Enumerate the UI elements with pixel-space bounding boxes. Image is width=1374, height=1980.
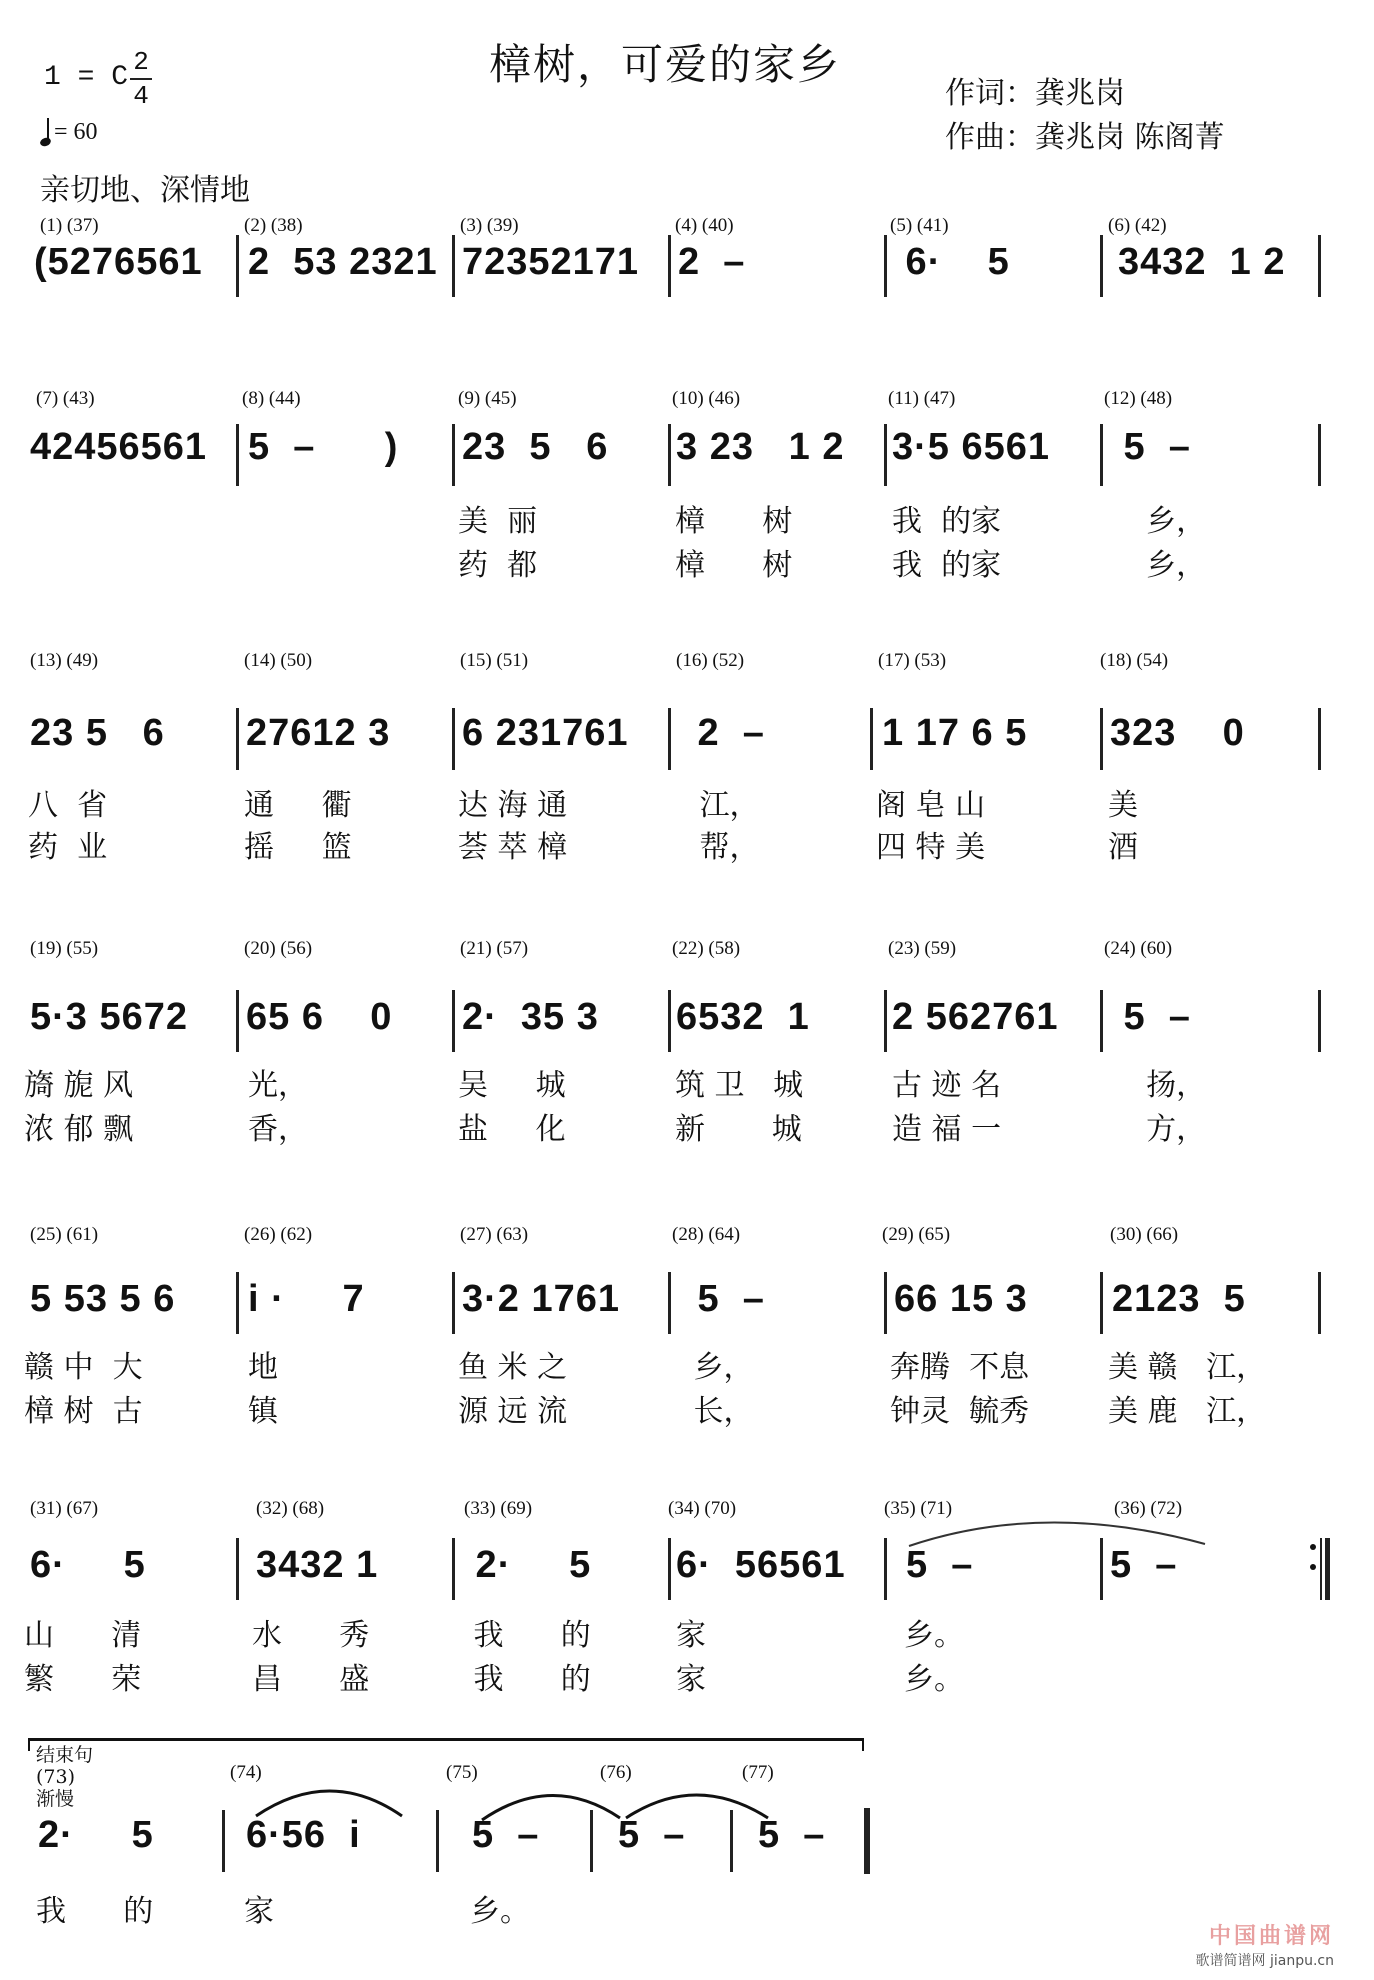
measure-number: (7) (43) bbox=[36, 388, 95, 409]
lyric-verse-1: 乡， bbox=[1108, 504, 1207, 539]
barline bbox=[590, 1810, 593, 1872]
lyric-verse-2: 昌 盛 bbox=[252, 1662, 370, 1697]
barline bbox=[884, 990, 887, 1052]
measure-number: (30) (66) bbox=[1110, 1224, 1179, 1245]
lyric-verse-1: 赣 中 大 bbox=[24, 1350, 143, 1385]
measure-number: (28) (64) bbox=[672, 1224, 741, 1245]
measure-notes: 3432 1 2 bbox=[1118, 241, 1286, 283]
tempo-marking bbox=[40, 118, 98, 146]
barline bbox=[1100, 708, 1103, 770]
lyric-verse-1: 地 bbox=[248, 1350, 278, 1385]
measure-notes: 5 – bbox=[1112, 996, 1191, 1038]
key-signature: 1 = C bbox=[44, 62, 129, 93]
barline bbox=[1100, 424, 1103, 486]
measure-number: (76) bbox=[600, 1762, 632, 1783]
measure-number: (12) (48) bbox=[1104, 388, 1173, 409]
lyric-verse-2: 樟 树 古 bbox=[24, 1394, 143, 1429]
lyric-verse-1: 乡。 bbox=[904, 1618, 964, 1653]
measure-number: (35) (71) bbox=[884, 1498, 953, 1519]
lyric-verse-2: 樟 树 bbox=[675, 548, 793, 583]
measure-number: (11) (47) bbox=[888, 388, 956, 409]
barline bbox=[884, 1272, 887, 1334]
measure-notes: 5 – bbox=[758, 1814, 826, 1856]
barline bbox=[1318, 990, 1321, 1052]
measure-notes: 2 – bbox=[686, 712, 765, 754]
measure-number: (74) bbox=[230, 1762, 262, 1783]
composer: 作曲：龚兆岗 陈阁菁 bbox=[945, 120, 1225, 155]
lyric: 我 的 bbox=[36, 1894, 154, 1929]
measure-number: (26) (62) bbox=[244, 1224, 313, 1245]
measure-number: (27) (63) bbox=[460, 1224, 529, 1245]
measure-number: (8) (44) bbox=[242, 388, 301, 409]
score-row-3 bbox=[0, 650, 1374, 870]
measure-number: (6) (42) bbox=[1108, 215, 1167, 236]
barline bbox=[1100, 990, 1103, 1052]
measure-notes: 3 23 1 2 bbox=[676, 426, 845, 468]
measure-notes: 2 53 2321 bbox=[248, 241, 438, 283]
barline bbox=[452, 235, 455, 297]
lyric-verse-2: 药 业 bbox=[28, 830, 108, 865]
measure-number: (29) (65) bbox=[882, 1224, 951, 1245]
time-signature bbox=[130, 48, 152, 110]
barline bbox=[884, 424, 887, 486]
measure-number: (73) bbox=[36, 1766, 76, 1788]
score-row-4 bbox=[0, 938, 1374, 1148]
time-numerator: 2 bbox=[133, 47, 149, 77]
lyric-verse-1: 筑 卫 城 bbox=[675, 1068, 804, 1103]
barline bbox=[884, 1538, 887, 1600]
lyric-verse-1: 扬， bbox=[1108, 1068, 1207, 1103]
measure-notes: 23 5 6 bbox=[30, 712, 165, 754]
measure-notes: 2 – bbox=[678, 241, 746, 283]
measure-notes: 5 53 5 6 bbox=[30, 1278, 176, 1320]
coda-bracket-label: 结束句 bbox=[36, 1744, 94, 1766]
lyric-verse-2: 源 远 流 bbox=[458, 1394, 568, 1429]
lyric-verse-1: 美 赣 江， bbox=[1108, 1350, 1267, 1385]
measure-notes: 1 17 6 5 bbox=[882, 712, 1028, 754]
measure-number: (9) (45) bbox=[458, 388, 517, 409]
measure-notes: 72352171 bbox=[462, 241, 640, 283]
barline bbox=[1318, 1272, 1321, 1334]
measure-number: (13) (49) bbox=[30, 650, 99, 671]
site-text: 歌谱简谱网 jianpu.cn bbox=[1195, 1953, 1334, 1969]
measure-number: (36) (72) bbox=[1114, 1498, 1183, 1519]
measure-notes: 6· 5 bbox=[30, 1544, 146, 1586]
barline bbox=[668, 1538, 671, 1600]
measure-number: (14) (50) bbox=[244, 650, 313, 671]
barline bbox=[1318, 708, 1321, 770]
measure-notes: 5 – bbox=[618, 1814, 686, 1856]
measure-number: (23) (59) bbox=[888, 938, 957, 959]
barline bbox=[730, 1810, 733, 1872]
lyric-verse-1: 鱼 米 之 bbox=[458, 1350, 568, 1385]
score-row-1 bbox=[0, 215, 1374, 315]
measure-notes: 323 0 bbox=[1110, 712, 1245, 754]
ritardando-marking: 渐慢 bbox=[36, 1788, 75, 1810]
barline bbox=[236, 235, 239, 297]
lyric-verse-2: 繁 荣 bbox=[24, 1662, 142, 1697]
barline bbox=[668, 1272, 671, 1334]
lyric-verse-2: 乡， bbox=[1108, 548, 1207, 583]
lyric-verse-1: 美 丽 bbox=[458, 504, 538, 539]
measure-notes: (5276561 bbox=[34, 241, 203, 283]
repeat-dots-icon bbox=[1310, 1544, 1316, 1570]
lyric-verse-2: 新 城 bbox=[675, 1112, 802, 1147]
barline bbox=[452, 424, 455, 486]
barline bbox=[1100, 1538, 1103, 1600]
barline bbox=[668, 424, 671, 486]
measure-number: (17) (53) bbox=[878, 650, 947, 671]
barline bbox=[452, 1538, 455, 1600]
lyric: 乡。 bbox=[470, 1894, 530, 1929]
barline bbox=[452, 708, 455, 770]
barline bbox=[1318, 235, 1321, 297]
lyric-verse-1: 奔腾 不息 bbox=[890, 1350, 1030, 1385]
measure-notes: 2 562761 bbox=[892, 996, 1059, 1038]
lyric-verse-2: 长， bbox=[684, 1394, 754, 1429]
measure-number: (32) (68) bbox=[256, 1498, 325, 1519]
lyric-verse-2: 药 都 bbox=[458, 548, 538, 583]
barline bbox=[668, 235, 671, 297]
measure-notes: 66 15 3 bbox=[894, 1278, 1028, 1320]
lyric-verse-2: 酒 bbox=[1108, 830, 1138, 865]
lyric-verse-2: 美 鹿 江， bbox=[1108, 1394, 1267, 1429]
barline bbox=[436, 1810, 439, 1872]
lyric-verse-2: 钟灵 毓秀 bbox=[890, 1394, 1030, 1429]
measure-notes: 5 – bbox=[906, 1544, 974, 1586]
lyric-verse-1: 乡， bbox=[684, 1350, 754, 1385]
measure-notes: 3·2 1761 bbox=[462, 1278, 621, 1320]
measure-notes: 2· 35 3 bbox=[462, 996, 599, 1038]
lyric-verse-2: 家 bbox=[676, 1662, 706, 1697]
repeat-barline-thick bbox=[1325, 1538, 1330, 1600]
lyric-verse-1: 美 bbox=[1108, 788, 1138, 823]
lyric-verse-2: 乡。 bbox=[904, 1662, 964, 1697]
lyric-verse-1: 家 bbox=[676, 1618, 706, 1653]
quarter-note-icon bbox=[40, 118, 50, 146]
coda-label bbox=[36, 1744, 93, 1810]
measure-notes: 5·3 5672 bbox=[30, 996, 189, 1038]
measure-notes: 6·56 i bbox=[246, 1814, 361, 1856]
measure-notes: 42456561 bbox=[30, 426, 208, 468]
lyric-verse-1: 通 衢 bbox=[244, 788, 352, 823]
barline bbox=[668, 990, 671, 1052]
measure-notes: 5 – bbox=[686, 1278, 765, 1320]
lyric-verse-1: 江， bbox=[690, 788, 760, 823]
barline bbox=[870, 708, 873, 770]
barline bbox=[236, 1272, 239, 1334]
measure-number: (75) bbox=[446, 1762, 478, 1783]
measure-notes: 6· 5 bbox=[894, 241, 1010, 283]
song-title: 樟树，可爱的家乡 bbox=[488, 40, 841, 89]
barline bbox=[452, 990, 455, 1052]
lyric-verse-2: 荟 萃 樟 bbox=[458, 830, 568, 865]
measure-notes: 5 – bbox=[472, 1814, 540, 1856]
lyric-verse-1: 水 秀 bbox=[252, 1618, 370, 1653]
score-row-6 bbox=[0, 1498, 1374, 1708]
measure-number: (31) (67) bbox=[30, 1498, 99, 1519]
barline bbox=[236, 708, 239, 770]
lyric: 家 bbox=[244, 1894, 274, 1929]
lyric-verse-1: 八 省 bbox=[28, 788, 108, 823]
lyric-verse-1: 阁 皂 山 bbox=[876, 788, 986, 823]
barline bbox=[236, 424, 239, 486]
measure-number: (24) (60) bbox=[1104, 938, 1173, 959]
final-barline bbox=[864, 1808, 870, 1874]
barline bbox=[452, 1272, 455, 1334]
lyric-verse-2: 镇 bbox=[248, 1394, 278, 1429]
measure-notes: 6· 56561 bbox=[676, 1544, 846, 1586]
coda-section bbox=[0, 1730, 1374, 1930]
fraction-bar bbox=[130, 78, 152, 80]
measure-number: (20) (56) bbox=[244, 938, 313, 959]
measure-number: (34) (70) bbox=[668, 1498, 737, 1519]
score-row-2 bbox=[0, 388, 1374, 598]
lyric-verse-1: 达 海 通 bbox=[458, 788, 568, 823]
lyric-verse-1: 古 迹 名 bbox=[892, 1068, 1002, 1103]
coda-bracket bbox=[28, 1738, 864, 1751]
barline bbox=[222, 1810, 225, 1872]
measure-notes: 3432 1 bbox=[256, 1544, 379, 1586]
measure-number: (3) (39) bbox=[460, 215, 519, 236]
measure-number: (5) (41) bbox=[890, 215, 949, 236]
measure-number: (15) (51) bbox=[460, 650, 529, 671]
measure-number: (2) (38) bbox=[244, 215, 303, 236]
measure-notes: 6 231761 bbox=[462, 712, 629, 754]
lyric-verse-2: 帮， bbox=[690, 830, 760, 865]
lyricist: 作词：龚兆岗 bbox=[945, 76, 1125, 111]
lyric-verse-2: 方， bbox=[1108, 1112, 1207, 1147]
barline bbox=[1318, 424, 1321, 486]
measure-notes: 23 5 6 bbox=[462, 426, 609, 468]
barline bbox=[1100, 235, 1103, 297]
barline bbox=[668, 708, 671, 770]
expression-marking: 亲切地、深情地 bbox=[40, 173, 250, 208]
measure-number: (10) (46) bbox=[672, 388, 741, 409]
watermark bbox=[1196, 1919, 1334, 1970]
measure-notes: 5 – bbox=[1112, 426, 1191, 468]
repeat-barline-thin bbox=[1320, 1538, 1322, 1600]
lyric-verse-1: 我 的 bbox=[464, 1618, 591, 1653]
measure-number: (16) (52) bbox=[676, 650, 745, 671]
measure-notes: 3·5 6561 bbox=[892, 426, 1051, 468]
lyric-verse-2: 我 的 bbox=[464, 1662, 591, 1697]
lyric-verse-1: 光， bbox=[248, 1068, 308, 1103]
score-row-5 bbox=[0, 1224, 1374, 1434]
measure-number: (22) (58) bbox=[672, 938, 741, 959]
lyric-verse-1: 樟 树 bbox=[675, 504, 793, 539]
lyric-verse-2: 摇 篮 bbox=[244, 830, 352, 865]
tempo-value: = 60 bbox=[54, 119, 98, 145]
lyric-verse-2: 香， bbox=[248, 1112, 308, 1147]
measure-notes: 2123 5 bbox=[1112, 1278, 1246, 1320]
measure-notes: 65 6 0 bbox=[246, 996, 393, 1038]
lyric-verse-2: 造 福 一 bbox=[892, 1112, 1002, 1147]
time-denominator: 4 bbox=[133, 81, 149, 111]
lyric-verse-2: 四 特 美 bbox=[876, 830, 986, 865]
lyric-verse-1: 我 的家 bbox=[892, 504, 1002, 539]
barline bbox=[236, 1538, 239, 1600]
measure-number: (33) (69) bbox=[464, 1498, 533, 1519]
measure-number: (4) (40) bbox=[675, 215, 734, 236]
measure-number: (18) (54) bbox=[1100, 650, 1169, 671]
measure-notes: 2· 5 bbox=[38, 1814, 154, 1856]
barline bbox=[236, 990, 239, 1052]
measure-number: (77) bbox=[742, 1762, 774, 1783]
measure-number: (25) (61) bbox=[30, 1224, 99, 1245]
lyric-verse-2: 我 的家 bbox=[892, 548, 1002, 583]
measure-notes: 6532 1 bbox=[676, 996, 810, 1038]
measure-notes: i · 7 bbox=[248, 1278, 365, 1320]
measure-notes: 5 – ) bbox=[248, 426, 399, 468]
measure-number: (21) (57) bbox=[460, 938, 529, 959]
lyric-verse-1: 山 清 bbox=[24, 1618, 142, 1653]
measure-number: (19) (55) bbox=[30, 938, 99, 959]
lyric-verse-1: 旖 旎 风 bbox=[24, 1068, 134, 1103]
measure-notes: 5 – bbox=[1110, 1544, 1178, 1586]
lyric-verse-1: 吴 城 bbox=[458, 1068, 566, 1103]
measure-notes: 2· 5 bbox=[464, 1544, 592, 1586]
measure-notes: 27612 3 bbox=[246, 712, 391, 754]
lyric-verse-2: 浓 郁 飘 bbox=[24, 1112, 134, 1147]
credits bbox=[945, 72, 1225, 160]
measure-number: (1) (37) bbox=[40, 215, 99, 236]
barline bbox=[1100, 1272, 1103, 1334]
site-logo: 中国曲谱网 bbox=[1208, 1924, 1334, 1949]
lyric-verse-2: 盐 化 bbox=[458, 1112, 566, 1147]
barline bbox=[884, 235, 887, 297]
